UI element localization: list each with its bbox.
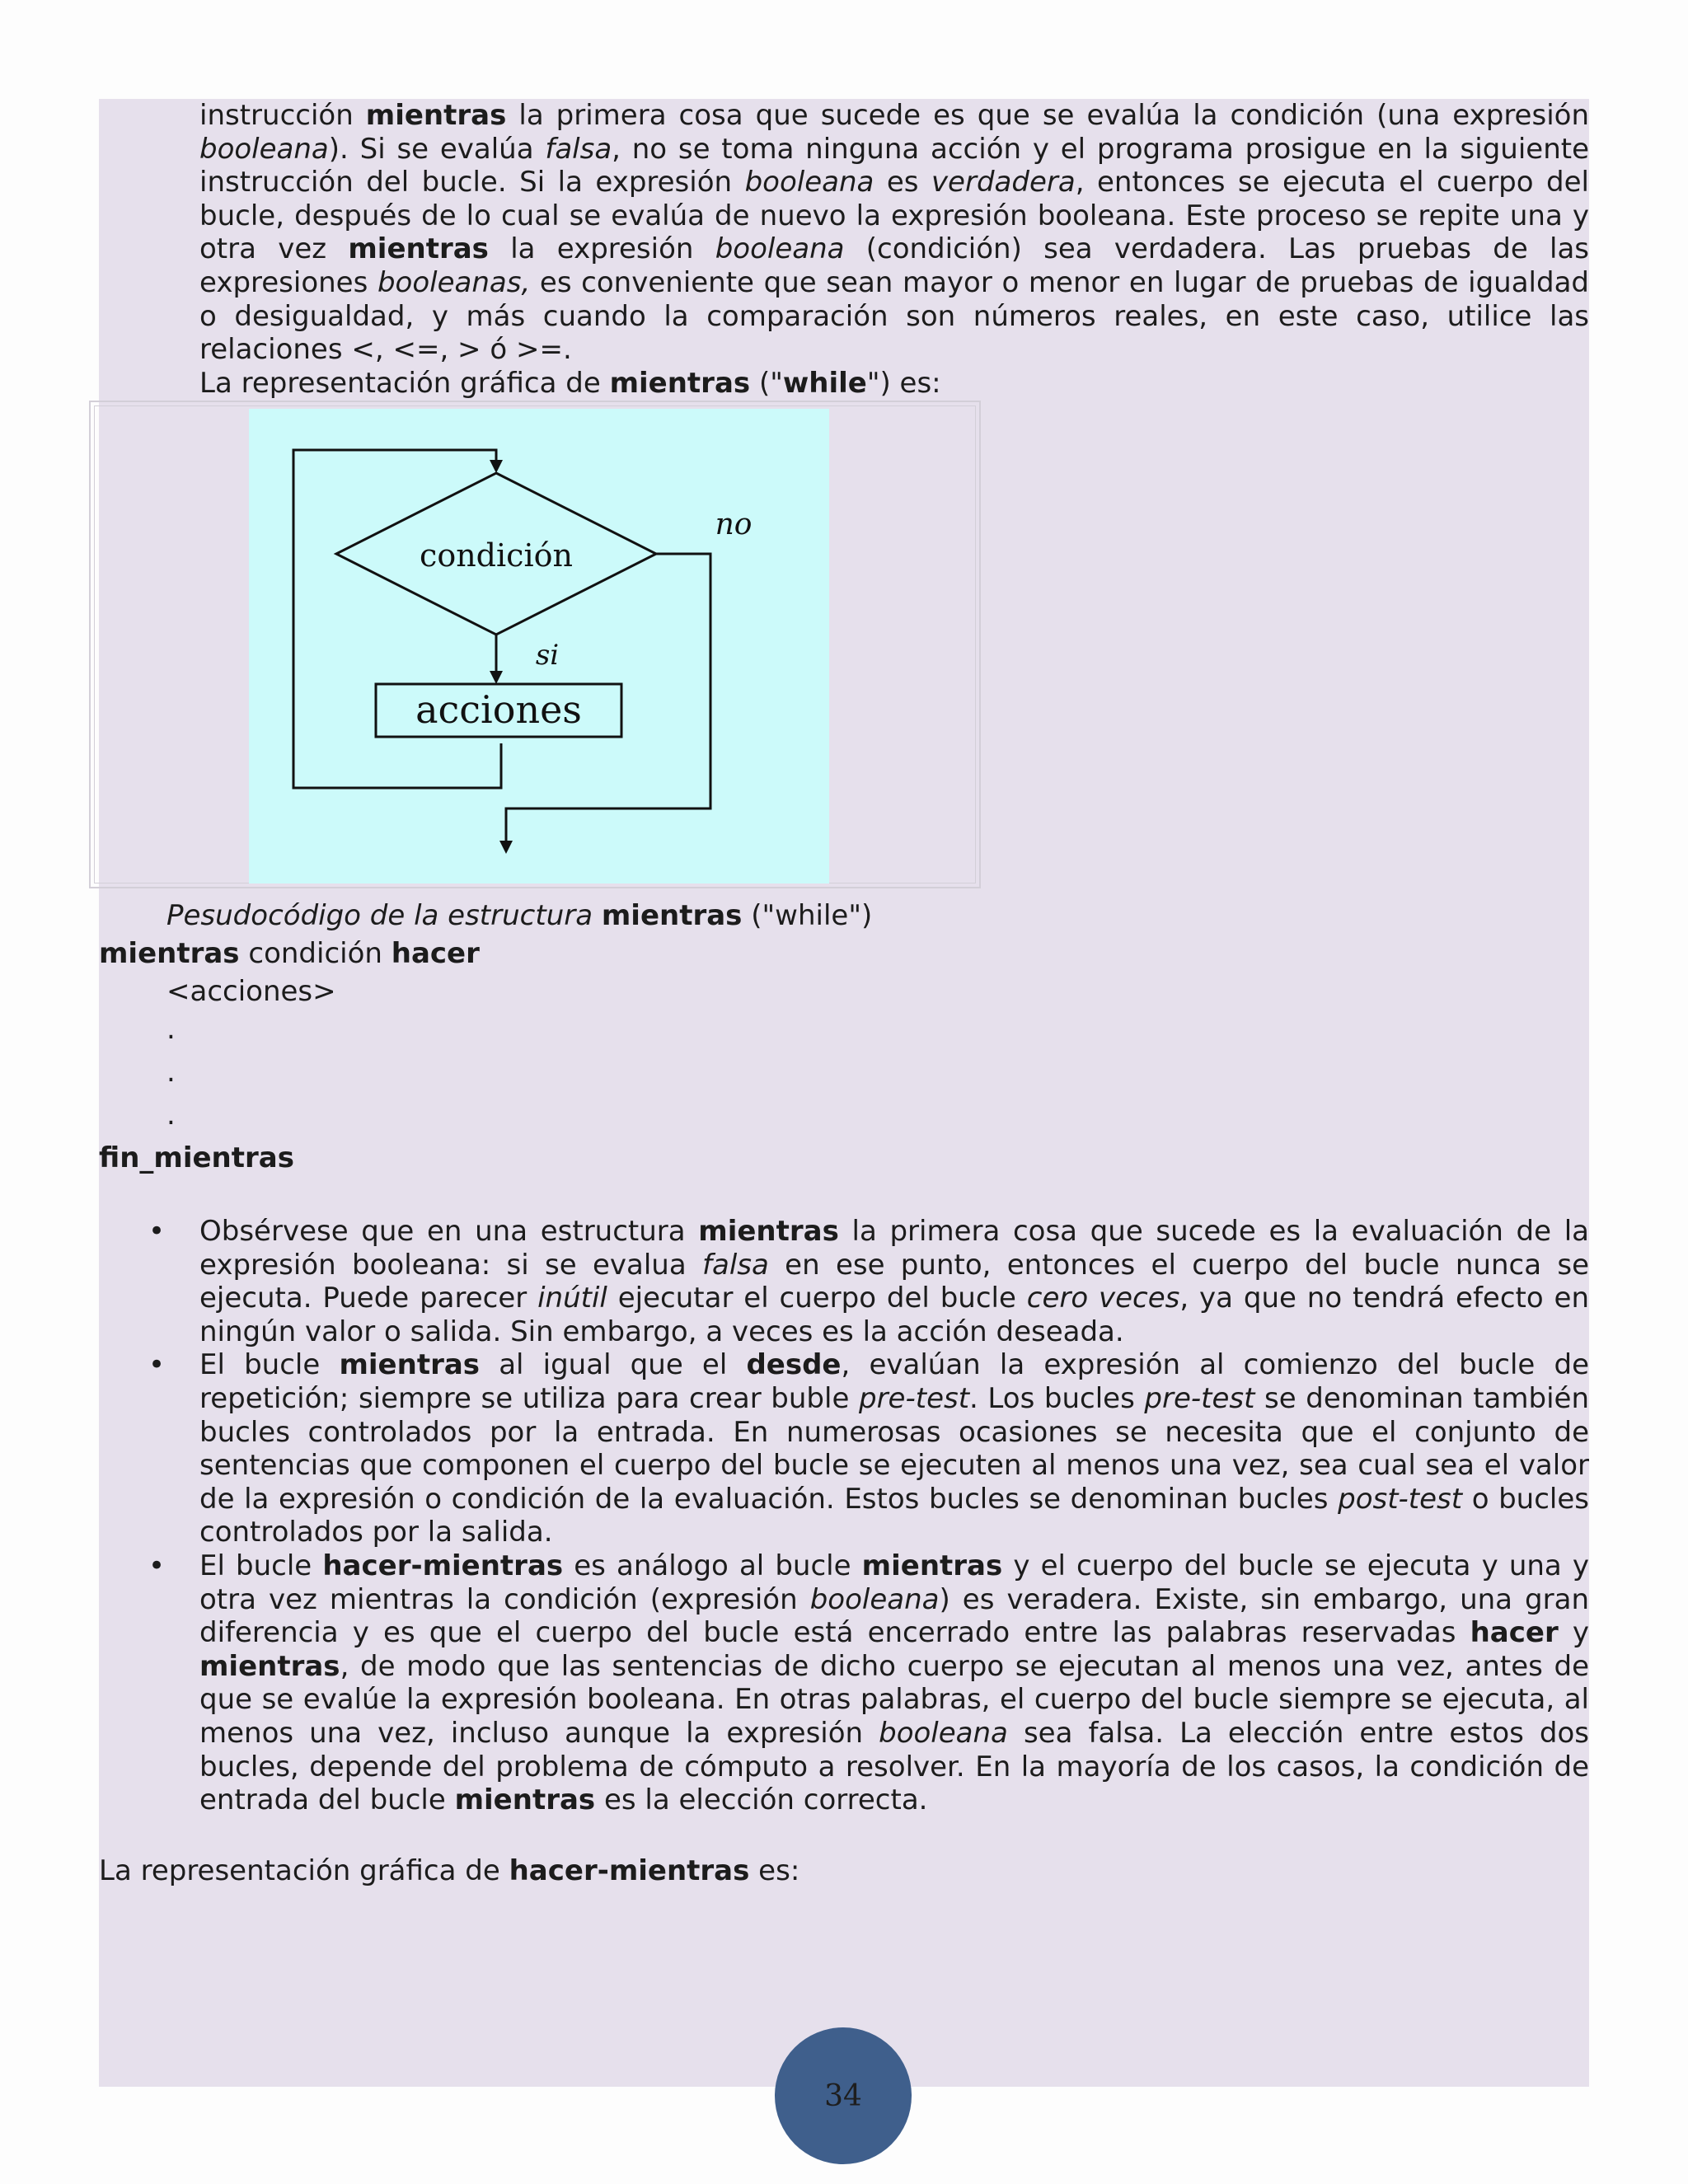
bullet-keyword: mientras	[339, 1348, 481, 1382]
bullet-keyword: hacer	[1470, 1616, 1559, 1650]
exit-arrow	[499, 841, 513, 854]
closing-line	[99, 1854, 799, 1887]
intro-text: , entonces se ejecuta el cuerpo del bucle, después de lo cual se evalúa de nuevo la expresión booleana. Este proceso se repite una y otra vez	[199, 166, 1589, 266]
bullet-icon: •	[148, 1549, 166, 1582]
pseudocode-condition: condición	[239, 937, 392, 970]
intro-paragraph	[99, 99, 1589, 367]
keyword-mientras: mientras	[99, 937, 240, 970]
intro-text: (condición) sea verdadera. Las pruebas de las expresiones	[199, 232, 1589, 299]
bullet-icon: •	[148, 1348, 166, 1382]
intro-text: ") es:	[866, 366, 941, 400]
bullet-text: sea falsa. La elección entre estos dos bucles, depende del problema de cómputo a resolver. En la mayoría de los casos, la condición de entrada del bucle	[199, 1716, 1589, 1817]
arrow-into-actions	[490, 671, 503, 684]
intro-keyword: mientras	[609, 366, 751, 400]
bullet-text: o bucles controlados por la salida.	[199, 1482, 1589, 1549]
intro-keyword: mientras	[348, 232, 489, 266]
bullet-italic: pre-test	[1144, 1381, 1255, 1415]
pseudocode-end	[99, 1139, 1589, 1177]
page-content	[99, 99, 1589, 400]
bullet-item	[99, 1549, 1589, 1817]
bullet-italic: post-test	[1338, 1482, 1463, 1516]
caption-text: ("while")	[742, 899, 873, 932]
bullet-keyword: mientras	[454, 1783, 596, 1817]
page-number: 34	[824, 2079, 862, 2113]
page-number-badge	[775, 2027, 912, 2164]
pseudocode-acciones: <acciones>	[166, 975, 336, 1008]
while-flowchart	[249, 409, 829, 883]
caption-keyword: mientras	[601, 899, 743, 932]
arrow-into-condition	[490, 460, 503, 473]
actions-label: acciones	[415, 687, 582, 732]
intro-keyword: mientras	[365, 99, 507, 132]
bullet-text: es la elección correcta.	[595, 1783, 928, 1817]
intro-text: La representación gráfica de	[199, 366, 610, 400]
bullet-keyword: hacer-mientras	[322, 1549, 564, 1582]
pseudocode-caption	[99, 897, 1589, 935]
pseudocode-dot: .	[166, 1013, 176, 1046]
intro-italic: falsa	[545, 132, 612, 166]
intro-text: , no se toma ninguna acción y el programa prosigue en la siguiente instrucción del bucle. Si la expresión	[199, 132, 1590, 199]
bullet-text: es análogo al bucle	[563, 1549, 862, 1582]
figure-intro-line	[99, 367, 1589, 401]
intro-text: instrucción	[199, 99, 366, 132]
page-sheet	[99, 99, 1589, 2087]
intro-italic: booleana	[199, 132, 329, 166]
bullet-text: El bucle	[199, 1549, 323, 1582]
bullet-text: la primera cosa que sucede es la evaluación de la expresión booleana: si se evalua	[199, 1215, 1589, 1282]
intro-text: ("	[750, 366, 783, 400]
bullet-icon: •	[148, 1215, 166, 1248]
intro-keyword: while	[782, 366, 867, 400]
bullet-italic: pre-test	[858, 1381, 970, 1415]
bullet-text: , evalúan la expresión al comienzo del bucle de repetición; siempre se utiliza para crear buble	[199, 1348, 1589, 1415]
bullet-text: en ese punto, entonces el cuerpo del bucle nunca se ejecuta. Puede parecer	[199, 1248, 1589, 1315]
intro-text: la expresión	[488, 232, 715, 266]
bullet-text: se denominan también bucles controlados por la entrada. En numerosas ocasiones se necesita que el conjunto de sentencias que componen el cuerpo del bucle se ejecuten al menos una vez, sea cual sea el valor de la expresión o condición de la evaluación. Estos bucles se denominan bucles	[199, 1381, 1590, 1516]
intro-text: ). Si se evalúa	[328, 132, 546, 166]
pseudocode-dot: .	[166, 1099, 176, 1132]
bullet-text: . Los bucles	[969, 1381, 1145, 1415]
no-label: no	[715, 508, 753, 541]
pseudocode-line-mientras	[99, 935, 1589, 972]
bullet-text: El bucle	[199, 1348, 340, 1382]
intro-italic: booleana	[715, 232, 845, 266]
pseudocode-block	[99, 897, 1589, 1177]
bullet-italic: booleana	[809, 1582, 940, 1616]
bullet-italic: inútil	[537, 1282, 607, 1315]
bullet-text: , de modo que las sentencias de dicho cuerpo se ejecutan al menos una vez, antes de que se evalúe la expresión booleana. En otras palabras, el cuerpo del bucle siempre se ejecuta, al menos una vez, incluso aunque la expresión	[199, 1649, 1589, 1750]
closing-keyword: hacer-mientras	[509, 1854, 750, 1887]
bullet-keyword: mientras	[861, 1549, 1003, 1582]
bullet-item	[99, 1348, 1589, 1549]
intro-text: es conveniente que sean mayor o menor en lugar de pruebas de igualdad o desigualdad, y más cuando la comparación son números reales, en este caso, utilice las relaciones <, <=, > ó >=.	[199, 265, 1590, 367]
bullet-item	[99, 1215, 1589, 1348]
intro-text: es	[874, 166, 931, 199]
condition-label: condición	[420, 537, 573, 574]
intro-italic: verdadera	[931, 166, 1076, 199]
closing-text: La representación gráfica de	[99, 1854, 509, 1887]
keyword-fin-mientras: fin_mientras	[99, 1141, 294, 1174]
keyword-hacer: hacer	[391, 937, 480, 970]
bullet-text: y	[1558, 1616, 1589, 1650]
yes-label: si	[535, 639, 560, 672]
bullet-text: ejecutar el cuerpo del bucle	[607, 1282, 1027, 1315]
bullet-text: al igual que el	[480, 1348, 747, 1382]
bullet-text: ) es veradera. Existe, sin embargo, una gran diferencia y es que el cuerpo del bucle está encerrado entre las palabras reservadas	[199, 1582, 1589, 1650]
bullet-keyword: mientras	[698, 1215, 839, 1248]
bullet-list	[99, 1215, 1589, 1817]
closing-text: es:	[749, 1854, 800, 1887]
caption-italic: Pesudocódigo de la estructura	[166, 899, 602, 932]
bullet-italic: falsa	[702, 1248, 769, 1282]
pseudocode-dot: .	[166, 1056, 176, 1089]
bullet-italic: booleana	[879, 1716, 1008, 1750]
bullet-text: , ya que no tendrá efecto en ningún valor o salida. Sin embargo, a veces es la acción deseada.	[199, 1282, 1589, 1348]
bullet-text: y el cuerpo del bucle se ejecuta y una y otra vez mientras la condición (expresión	[199, 1549, 1590, 1616]
intro-italic: booleanas,	[377, 265, 531, 299]
intro-italic: booleana	[744, 166, 874, 199]
bullet-keyword: desde	[746, 1348, 842, 1382]
bullet-italic: cero veces	[1026, 1282, 1180, 1315]
bullet-keyword: mientras	[199, 1649, 340, 1683]
bullet-text: Obsérvese que en una estructura	[199, 1215, 699, 1248]
intro-text: la primera cosa que sucede es que se evalúa la condición (una expresión	[506, 99, 1589, 132]
